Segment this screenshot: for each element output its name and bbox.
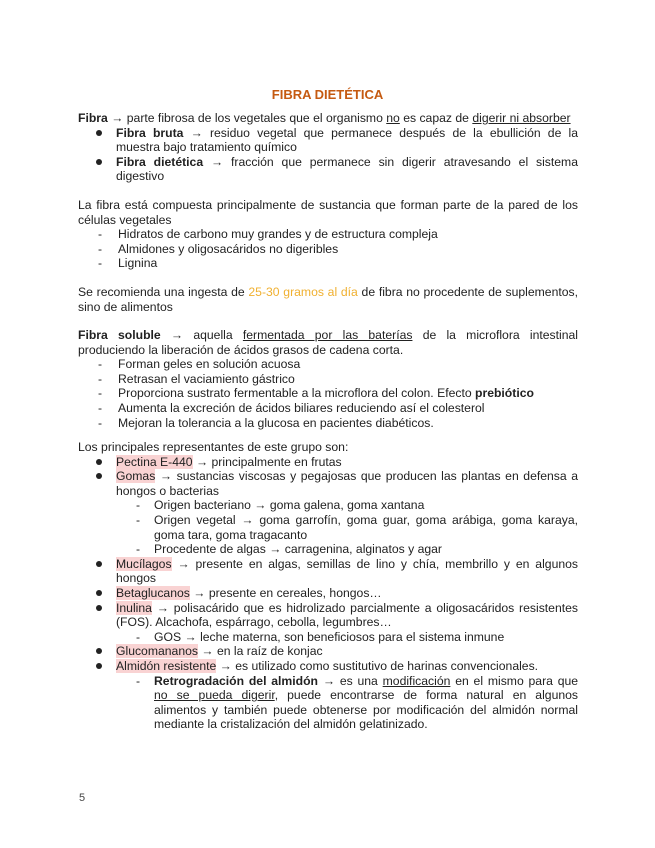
list-item: - Hidratos de carbono muy grandes y de estructura compleja [78,227,578,242]
arrow-icon: → [254,498,267,513]
digest-underlined: digerir ni absorber [472,111,571,125]
list-item: - Mejoran la tolerancia a la glucosa en pacientes diabéticos. [78,416,578,431]
list-item: Pectina E-440 → principalmente en frutas [78,455,578,470]
list-item: - Retrogradación del almidón → es una modificación en el mismo para que no se pueda digerir, puede encontrarse de forma natural en algunos alimentos y también puede obtenerse por modificación del almidón normal mediante la cristalización del almidón gelatinizado. [78,674,578,732]
no-underlined: no [386,111,400,125]
arrow-icon: → [190,125,203,140]
arrow-icon: → [170,328,184,342]
list-item: - Lignina [78,256,578,271]
list-item: - Aumenta la excreción de ácidos biliares reduciendo así el colesterol [78,401,578,416]
list-item: Gomas → sustancias viscosas y pegajosas que producen las plantas en defensa a hongos o bacterias [78,469,578,498]
arrow-icon: → [201,644,214,659]
arrow-icon: → [269,542,282,557]
recommended-amount: 25-30 gramos al día [248,285,358,299]
fiber-intro: Fibra → parte fibrosa de los vegetales que el organismo no es capaz de digerir ni absorber [78,111,571,125]
list-item: - GOS → leche materna, son beneficiosos para el sistema inmune [78,630,578,645]
components-list [78,227,578,271]
soluble-props-list [78,357,578,430]
list-item: - Retrasan el vaciamiento gástrico [78,372,578,387]
list-item: Mucílagos → presente en algas, semillas de lino y chía, membrillo y en algunos hongos [78,557,578,586]
arrow-icon: → [156,600,169,615]
arrow-icon: → [195,454,209,469]
list-item: - Forman geles en solución acuosa [78,357,578,372]
list-item: Almidón resistente → es utilizado como sustitutivo de harinas convencionales. [78,659,578,674]
representatives-list-end [78,644,578,673]
arrow-icon: → [241,512,254,527]
list-item: Fibra dietética → fracción que permanece sin digerir atravesando el sistema digestivo [78,155,578,184]
representatives-list [78,455,578,499]
page-number: 5 [79,792,86,804]
page-title: FIBRA DIETÉTICA [271,87,384,102]
highlight-term: Betaglucanos [116,585,190,600]
highlight-term: Gomas [116,469,156,484]
highlight-term: Pectina E-440 [116,454,193,469]
fiber-types-list [78,126,578,184]
arrow-icon: → [322,673,335,688]
list-item: Glucomananos → en la raíz de konjac [78,644,578,659]
list-item: Inulina → polisacárido que es hidrolizado parcialmente a oligosacáridos resistentes (FOS). Alcachofa, espárrago, cebolla, legumbres… [78,601,578,630]
representatives-section: Los principales representantes de este grupo son: Pectina E-440 → principalmente en frutas Gomas → sustancias viscosas y pegajosas que producen las plantas en defensa a hongos o bacterias - Origen bacteriano → goma galena, goma xantana - Origen vegetal → goma garrofín, goma guar, goma arábiga, goma karaya, goma tara, goma tragacanto - Procedente de algas → carragenina, alginatos y agar Mucílagos → presente en algas, semillas de lino y chía, membrillo y en algunos hongos Betaglucanos → presente en cereales, hongos… Inulina → polisacárido que es hidrolizado parcialmente a oligosacáridos resistentes (FOS). Alcachofa, espárrago, cebolla, legumbres… - GOS → leche materna, son beneficiosos para el sistema inmune Glucomananos → en la raíz de konjac Almidón resistente → es utilizado como sustitutivo de harinas convencionales. - Retrogradación del almidón → es una modificación en el mismo para que no se pueda digerir, puede encontrarse de forma natural en algunos alimentos y también puede obtenerse por modificación del almidón normal mediante la cristalización del almidón gelatinizado. [78,440,578,732]
soluble-term: Fibra soluble [78,328,161,342]
highlight-term: Almidón resistente [116,658,217,673]
list-item: Fibra bruta → residuo vegetal que permanece después de la ebullición de la muestra bajo tratamiento químico [78,126,578,155]
arrow-icon: → [159,469,173,484]
starch-sublist [78,674,578,732]
gums-origins-list [78,498,578,556]
fiber-term: Fibra [78,111,108,125]
inulin-sublist [78,630,578,645]
arrow-icon: → [210,154,224,169]
composition-section: La fibra está compuesta principalmente de sustancia que forman parte de la pared de los células vegetales - Hidratos de carbono muy grandes y de estructura compleja - Almidones y oligosacáridos no digeribles - Lignina [78,198,578,271]
arrow-icon: → [193,585,206,600]
highlight-term: Mucílagos [116,556,172,571]
list-item: - Proporciona sustrato fermentable a la microflora del colon. Efecto prebiótico [78,386,578,401]
list-item: - Origen vegetal → goma garrofín, goma guar, goma arábiga, goma karaya, goma tara, goma tragacanto [78,513,578,542]
list-item: Betaglucanos → presente en cereales, hongos… [78,586,578,601]
representatives-list-cont [78,557,578,630]
recommendation: Se recomienda una ingesta de 25-30 gramos al día de fibra no procedente de suplementos, sino de alimentos [78,285,579,314]
list-item: - Procedente de algas → carragenina, alginatos y agar [78,542,578,557]
arrow-icon: → [219,658,232,673]
soluble-fiber-section: Fibra soluble → aquella fermentada por las baterías de la microflora intestinal produciendo la liberación de ácidos grasos de cadena corta. - Forman geles en solución acuosa - Retrasan el vaciamiento gástrico - Proporciona sustrato fermentable a la microflora del colon. Efecto prebiótico - Aumenta la excreción de ácidos biliares reduciendo así el colesterol - Mejoran la tolerancia a la glucosa en pacientes diabéticos. [78,328,578,430]
arrow-icon: → [111,111,124,125]
list-item: - Almidones y oligosacáridos no digeribles [78,242,578,257]
fiber-definition [78,111,578,184]
arrow-icon: → [177,556,190,571]
arrow-icon: → [184,629,197,644]
list-item: - Origen bacteriano → goma galena, goma xantana [78,498,578,513]
highlight-term: Inulina [116,600,152,615]
highlight-term: Glucomananos [116,644,198,659]
